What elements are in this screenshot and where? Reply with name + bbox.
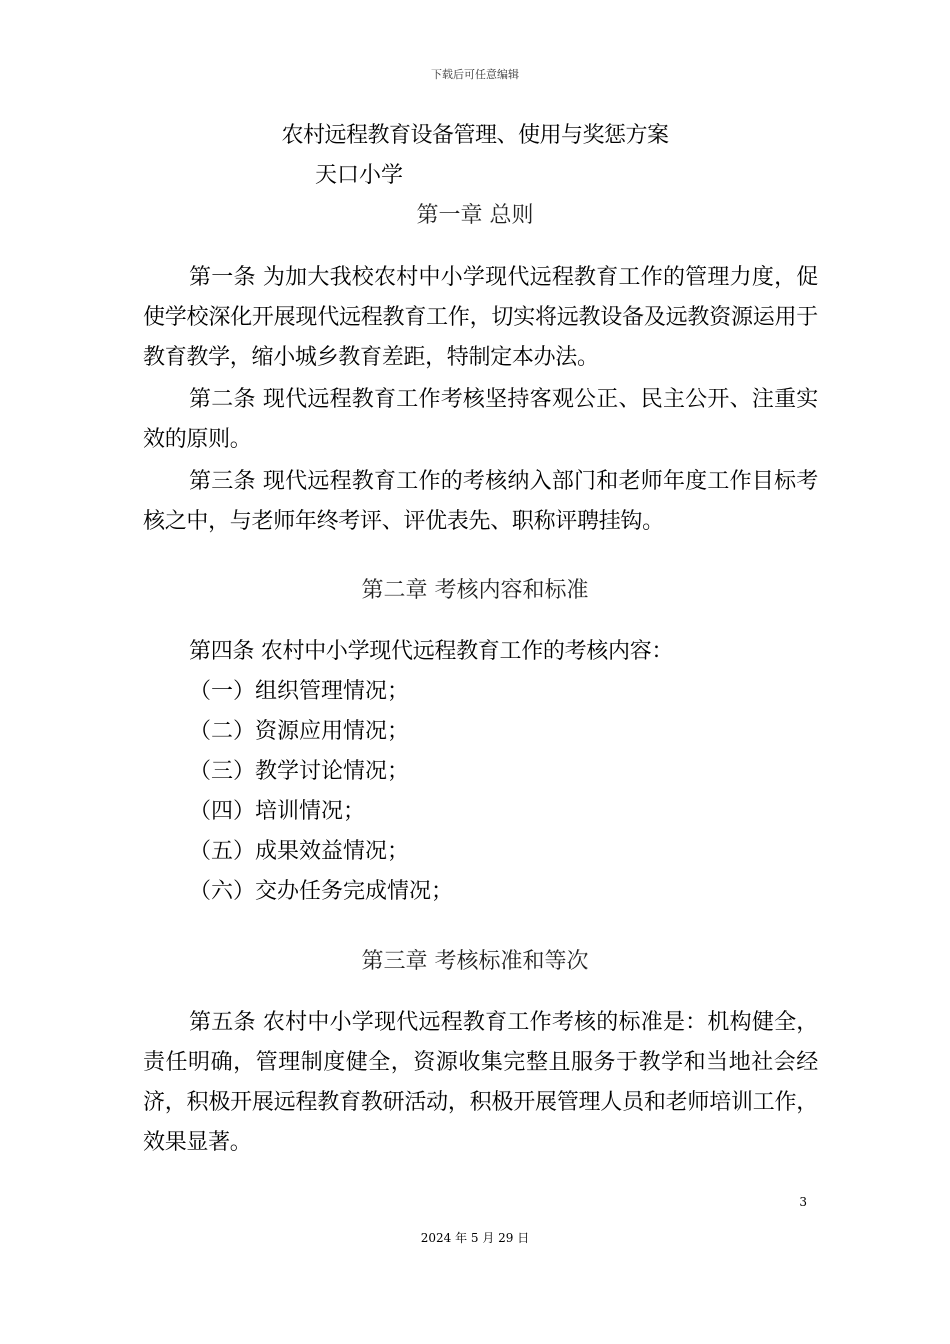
document-title: 农村远程教育设备管理、使用与奖惩方案 — [281, 123, 669, 148]
footer-date: 2024 年 5 月 29 日 — [420, 1231, 530, 1245]
header-note: 下载后可任意编辑 — [431, 68, 519, 81]
list-item-5: （五）成果效益情况； — [189, 839, 410, 864]
school-name: 天口小学 — [315, 163, 404, 188]
article-3: 第三条 现代远程教育工作的考核纳入部门和老师年度工作目标考核之中，与老师年终考评、评优表先、职称评聘挂钩。 — [143, 469, 818, 534]
page-number: 3 — [799, 1195, 807, 1209]
article-5: 第五条 农村中小学现代远程教育工作考核的标准是：机构健全，责任明确，管理制度健全，资源收集完整且服务于教学和当地社会经济，积极开展远程教育教研活动，积极开展管理人员和老师培训工作，效果显著。 — [143, 1010, 818, 1155]
article-2: 第二条 现代远程教育工作考核坚持客观公正、民主公开、注重实效的原则。 — [143, 387, 818, 452]
chapter-heading-2: 第二章 考核内容和标准 — [361, 578, 589, 603]
chapter-heading-1: 第一章 总则 — [416, 203, 534, 228]
article-4: 第四条 农村中小学现代远程教育工作的考核内容： — [189, 639, 674, 664]
list-item-4: （四）培训情况； — [189, 799, 366, 824]
chapter-heading-3: 第三章 考核标准和等次 — [361, 949, 589, 974]
list-item-1: （一）组织管理情况； — [189, 679, 410, 704]
article-1: 第一条 为加大我校农村中小学现代远程教育工作的管理力度，促使学校深化开展现代远程教育工作，切实将远教设备及远教资源运用于教育教学，缩小城乡教育差距，特制定本办法。 — [143, 265, 818, 370]
list-item-6: （六）交办任务完成情况； — [189, 879, 454, 904]
list-item-2: （二）资源应用情况； — [189, 719, 410, 744]
list-item-3: （三）教学讨论情况； — [189, 759, 410, 784]
